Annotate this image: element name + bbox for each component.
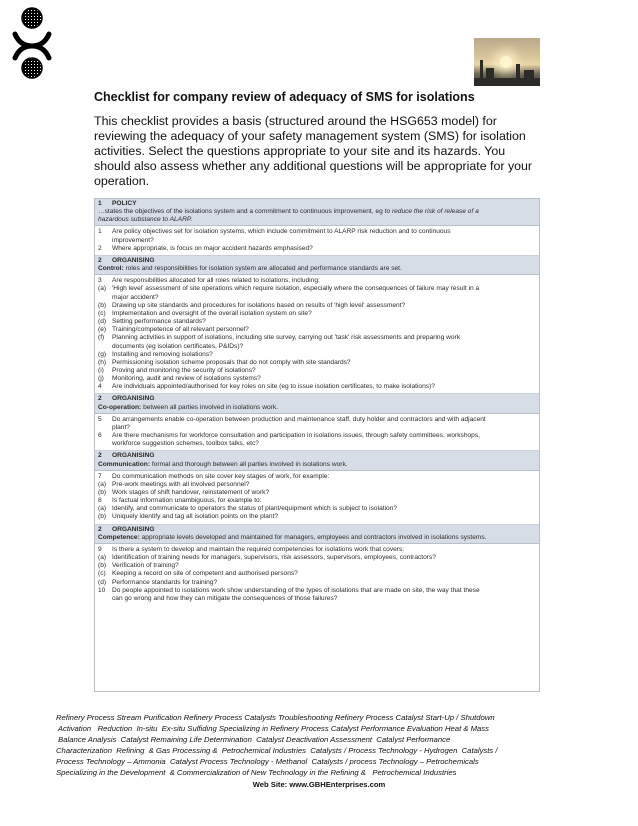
question-number bbox=[98, 424, 112, 432]
section-heading bbox=[98, 526, 536, 534]
section-desc-text: appropriate levels developed and maintained for managers, employees and contractors involved in isolations systems. bbox=[139, 533, 487, 541]
section-number: 2 bbox=[98, 395, 102, 403]
checklist-row bbox=[95, 334, 539, 342]
checklist-row bbox=[95, 432, 539, 440]
section-desc-label: Communication: bbox=[98, 460, 151, 468]
checklist-row bbox=[95, 489, 539, 497]
checklist-row bbox=[95, 579, 539, 587]
section-heading bbox=[98, 395, 536, 403]
intro-line: This checklist provides a basis (structured around the HSG653 model) for bbox=[94, 114, 497, 128]
intro-line: should also assess whether any additional questions will be appropriate for your bbox=[94, 159, 533, 173]
question-text: Is there a system to develop and maintain the required competencies for isolations work that covers: bbox=[112, 545, 405, 553]
section-header-policy bbox=[95, 199, 539, 226]
section-title: ORGANISING bbox=[112, 452, 155, 460]
checklist-row bbox=[95, 473, 539, 481]
question-text: Keeping a record on site of competent and authorised persons? bbox=[112, 570, 298, 578]
question-text: Installing and removing isolations? bbox=[112, 350, 213, 358]
question-text: Is factual information unambiguous, for example to: bbox=[112, 497, 262, 505]
section-questions-policy bbox=[95, 226, 539, 255]
checklist-row bbox=[95, 277, 539, 285]
checklist-row bbox=[95, 359, 539, 367]
section-title: ORGANISING bbox=[112, 525, 155, 533]
question-number bbox=[98, 440, 112, 448]
intro-line: operation. bbox=[94, 174, 150, 188]
checklist-row bbox=[95, 440, 539, 448]
question-text: can go wrong and how they can mitigate the consequences of those failures? bbox=[112, 594, 338, 602]
question-number: 4 bbox=[98, 383, 102, 391]
section-desc-label: Control: bbox=[98, 265, 124, 273]
question-number: 8 bbox=[98, 497, 102, 505]
intro-paragraph bbox=[94, 114, 544, 189]
question-number: (a) bbox=[98, 554, 107, 562]
section-heading bbox=[98, 257, 536, 265]
question-number: (a) bbox=[98, 285, 107, 293]
checklist-row bbox=[95, 587, 539, 595]
question-number: (a) bbox=[98, 505, 107, 513]
question-text: Training/competence of all relevant personnel? bbox=[112, 326, 249, 334]
checklist-row bbox=[95, 294, 539, 302]
section-description bbox=[98, 534, 536, 542]
question-number: (b) bbox=[98, 562, 107, 570]
question-text: major accident? bbox=[112, 293, 159, 301]
section-title: ORGANISING bbox=[112, 256, 155, 264]
question-text: 'High level' assessment of site operations which require isolation, especially where the consequences of failure may result in a bbox=[112, 285, 480, 293]
question-text: Verification of training? bbox=[112, 562, 179, 570]
checklist-row bbox=[95, 367, 539, 375]
section-number: 1 bbox=[98, 200, 102, 207]
checklist-row bbox=[95, 546, 539, 554]
checklist-row bbox=[95, 318, 539, 326]
question-number: (d) bbox=[98, 318, 107, 326]
section-description bbox=[98, 404, 536, 412]
question-text: Are policy objectives set for isolation systems, which include commitment to ALARP risk reduction and to continuous bbox=[112, 228, 451, 236]
question-text: Do people appointed to isolations work show understanding of the types of isolations that are made on site, the way that these bbox=[112, 586, 480, 594]
page-title: Checklist for company review of adequacy of SMS for isolations bbox=[94, 90, 475, 104]
question-text: Uniquely identify and tag all isolation points on the plant? bbox=[112, 513, 279, 521]
question-text: Are responsibilities allocated for all roles related to isolations, including: bbox=[112, 277, 320, 285]
question-number: 2 bbox=[98, 244, 102, 252]
checklist-row bbox=[95, 326, 539, 334]
section-desc-text: roles and responsibilities for isolation system are allocated and performance standards are set. bbox=[123, 265, 402, 273]
question-text: Work stages of shift handover, reinstatement of work? bbox=[112, 489, 270, 496]
section-desc-label: Co-operation: bbox=[98, 403, 142, 411]
section-questions-communication bbox=[95, 471, 539, 525]
section-questions-control bbox=[95, 275, 539, 394]
section-title: POLICY bbox=[112, 200, 137, 207]
question-text: Do communication methods on site cover key stages of work, for example: bbox=[112, 472, 330, 480]
question-number: (f) bbox=[98, 334, 105, 342]
question-text: Performance standards for training? bbox=[112, 578, 218, 586]
checklist-row bbox=[95, 554, 539, 562]
section-desc-text: between all parties involved in isolations work. bbox=[141, 403, 278, 411]
question-number bbox=[98, 595, 112, 603]
question-number: (j) bbox=[98, 375, 104, 383]
question-text: Proving and monitoring the security of isolations? bbox=[112, 366, 256, 374]
question-text: Planning activities in support of isolations, including site survey, carrying out 'task' risk assessments and preparing work bbox=[112, 334, 460, 342]
question-number: 5 bbox=[98, 415, 102, 423]
question-text: Drawing up site standards and procedures for isolations based on results of 'high level' assessment? bbox=[112, 301, 406, 309]
question-text: improvement? bbox=[112, 236, 154, 244]
section-desc-label: Competence: bbox=[98, 533, 140, 541]
checklist-row bbox=[95, 228, 539, 236]
question-number: (i) bbox=[98, 366, 104, 374]
question-text: Monitoring, audit and review of isolations systems? bbox=[112, 375, 261, 383]
section-title: ORGANISING bbox=[112, 395, 155, 403]
refinery-photo bbox=[474, 38, 540, 86]
checklist-row bbox=[95, 562, 539, 570]
section-header-control bbox=[95, 256, 539, 275]
section-number: 2 bbox=[98, 452, 102, 460]
checklist-row bbox=[95, 237, 539, 245]
checklist-row bbox=[95, 570, 539, 578]
question-text: plant? bbox=[112, 423, 130, 431]
checklist-row bbox=[95, 285, 539, 293]
checklist-row bbox=[95, 351, 539, 359]
question-text: workforce suggestion schemes, toolbox talks, etc? bbox=[112, 440, 259, 448]
question-text: Where appropriate, is focus on major accident hazards emphasised? bbox=[112, 244, 313, 252]
question-number: (b) bbox=[98, 513, 107, 521]
question-text: documents (eg isolation certificates, P&IDs)? bbox=[112, 342, 244, 350]
checklist-row bbox=[95, 343, 539, 351]
section-number: 2 bbox=[98, 525, 102, 533]
section-description bbox=[98, 265, 536, 273]
checklist-row bbox=[95, 481, 539, 489]
question-number: (a) bbox=[98, 480, 107, 488]
question-number: 1 bbox=[98, 228, 102, 236]
section-number: 2 bbox=[98, 256, 102, 264]
question-number bbox=[98, 237, 112, 245]
question-text: Are there mechanisms for workforce consultation and participation in isolations issues, through safety committees, workshops, bbox=[112, 432, 480, 440]
checklist-row bbox=[95, 497, 539, 505]
intro-line: activities. Select the questions appropriate to your site and its hazards. You bbox=[94, 144, 506, 158]
section-desc-italic: hazardous substance to ALARP. bbox=[98, 216, 193, 224]
checklist-row bbox=[95, 424, 539, 432]
checklist-row bbox=[95, 416, 539, 424]
question-number: 10 bbox=[98, 586, 106, 594]
question-text: Pre-work meetings with all involved personnel? bbox=[112, 480, 250, 488]
section-desc-text: formal and thorough between all parties involved in isolations work. bbox=[150, 460, 348, 468]
question-number: 7 bbox=[98, 472, 102, 480]
checklist-row bbox=[95, 245, 539, 253]
question-number: (d) bbox=[98, 578, 107, 586]
checklist-row bbox=[95, 310, 539, 318]
section-desc-text: …states the objectives of the isolations system and a commitment to continuous improvement, eg bbox=[98, 208, 385, 216]
question-number: (b) bbox=[98, 301, 107, 309]
intro-line: reviewing the adequacy of your safety management system (SMS) for isolation bbox=[94, 129, 526, 143]
question-text: Do arrangements enable co-operation between production and maintenance staff, duty holder and contractors and with adjacent bbox=[112, 415, 486, 423]
question-text: Are individuals appointed/authorised for key roles on site (eg to issue isolation certificates, to make isolations)? bbox=[112, 383, 435, 391]
question-text: Identification of training needs for managers, supervisors, risk assessors, supervisors, employees, contractors? bbox=[112, 554, 436, 562]
question-number: 9 bbox=[98, 545, 102, 553]
section-header-competence bbox=[95, 525, 539, 544]
question-number: (g) bbox=[98, 350, 107, 358]
section-desc-italic: to reduce the risk of release of a bbox=[384, 208, 479, 216]
question-number: (c) bbox=[98, 309, 106, 317]
question-text: Implementation and oversight of the overall isolation system on site? bbox=[112, 309, 312, 317]
checklist-row bbox=[95, 375, 539, 383]
checklist-table bbox=[94, 198, 540, 692]
question-text: Permissioning isolation scheme proposals that do not comply with site standards? bbox=[112, 358, 351, 366]
question-number bbox=[98, 294, 112, 302]
section-heading bbox=[98, 200, 536, 208]
checklist-row bbox=[95, 513, 539, 521]
website-link[interactable]: Web Site: www.GBHEnterprises.com bbox=[252, 780, 386, 789]
question-text: Identify, and communicate to operators the status of plant/equipment which is subject to isolation? bbox=[112, 505, 398, 513]
footer-keywords: Refinery Process Stream Purification Refinery Process Catalysts Troubleshooting Refinery Process Catalyst Start-Up / Shutdown Activation Reduction In-situ Ex-situ Sulfiding Specializing in Refinery Process Catalyst Performance Evaluation Heat & Mass Balance Analysis Catalyst Remaining Life Determination Catalyst Deactivation Assessment Catalyst Performance Characterization Refining & Gas Processing & Petrochemical Industries Catalysts / Process Technology - Hydrogen Catalysts / Process Technology – Ammonia Catalyst Process Technology - Methanol Catalysts / process Technology – Petrochemicals Specializing in the Development & Commercialization of New Technology in the Refining & Petrochemical Industries bbox=[56, 713, 498, 777]
checklist-row bbox=[95, 505, 539, 513]
question-number: 6 bbox=[98, 432, 102, 440]
checklist-row bbox=[95, 595, 539, 603]
company-logo-icon bbox=[12, 6, 52, 80]
question-number bbox=[98, 343, 112, 351]
section-questions-competence bbox=[95, 544, 539, 605]
section-questions-cooperation bbox=[95, 414, 539, 452]
checklist-row bbox=[95, 383, 539, 391]
section-description bbox=[98, 208, 536, 224]
checklist-row bbox=[95, 302, 539, 310]
section-header-cooperation bbox=[95, 394, 539, 413]
question-number: 3 bbox=[98, 277, 102, 285]
question-text: Setting performance standards? bbox=[112, 318, 206, 326]
question-number: (b) bbox=[98, 489, 107, 496]
section-description bbox=[98, 461, 536, 469]
section-header-communication bbox=[95, 451, 539, 470]
question-number: (e) bbox=[98, 326, 107, 334]
section-heading bbox=[98, 452, 536, 460]
question-number: (h) bbox=[98, 358, 107, 366]
question-number: (c) bbox=[98, 570, 106, 578]
